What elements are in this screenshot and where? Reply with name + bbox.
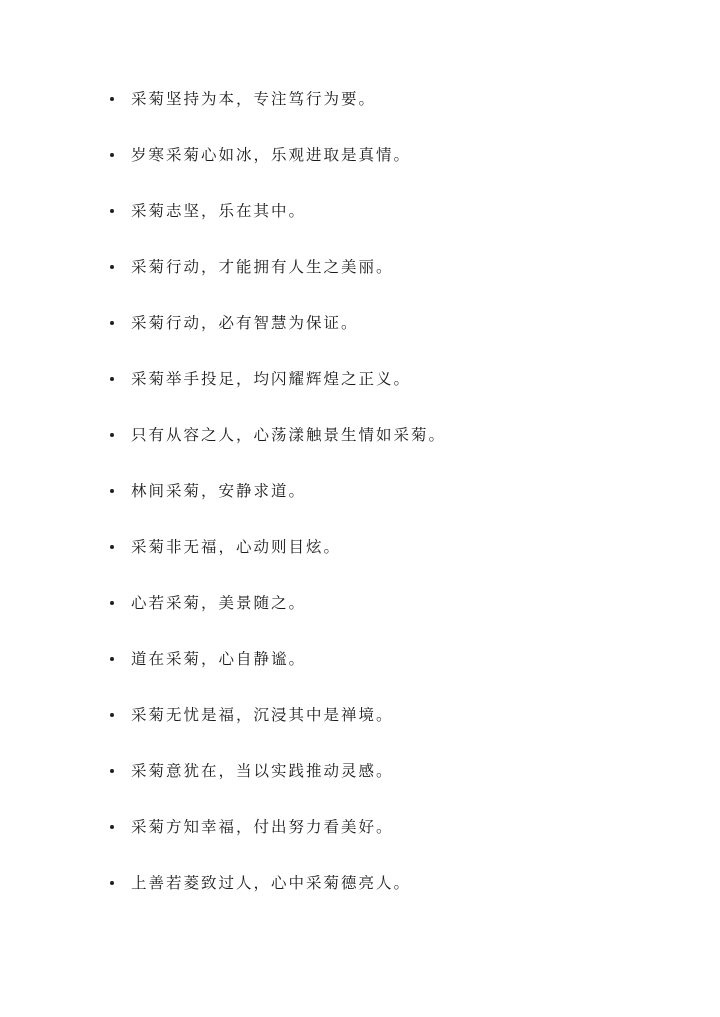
bullet-point-icon	[110, 713, 114, 717]
list-item-text: 林间采菊，安静求道。	[131, 482, 307, 500]
list-item	[108, 142, 668, 198]
bullet-point-icon	[110, 153, 114, 157]
list-item-text: 采菊志坚，乐在其中。	[131, 202, 307, 220]
bullet-point-icon	[110, 97, 114, 101]
list-item-text: 采菊举手投足，均闪耀辉煌之正义。	[131, 370, 412, 388]
bullet-list	[108, 86, 668, 926]
list-item-text: 只有从容之人，心荡漾触景生情如采菊。	[131, 426, 447, 444]
bullet-point-icon	[110, 433, 114, 437]
list-item	[108, 198, 668, 254]
list-item	[108, 534, 668, 590]
list-item	[108, 366, 668, 422]
list-item-text: 心若采菊，美景随之。	[131, 594, 307, 612]
bullet-point-icon	[110, 769, 114, 773]
list-item	[108, 814, 668, 870]
bullet-point-icon	[110, 265, 114, 269]
list-item	[108, 86, 668, 142]
list-item	[108, 254, 668, 310]
bullet-point-icon	[110, 545, 114, 549]
list-item	[108, 478, 668, 534]
list-item	[108, 870, 668, 926]
bullet-point-icon	[110, 321, 114, 325]
bullet-point-icon	[110, 489, 114, 493]
list-item-text: 上善若菱致过人，心中采菊德亮人。	[131, 874, 412, 892]
bullet-point-icon	[110, 209, 114, 213]
list-item-text: 采菊非无福，心动则目炫。	[131, 538, 342, 556]
bullet-point-icon	[110, 881, 114, 885]
list-item-text: 采菊行动，必有智慧为保证。	[131, 314, 359, 332]
list-item	[108, 422, 668, 478]
list-item-text: 采菊意犹在，当以实践推动灵感。	[131, 762, 394, 780]
list-item	[108, 310, 668, 366]
list-item-text: 采菊方知幸福，付出努力看美好。	[131, 818, 394, 836]
bullet-point-icon	[110, 657, 114, 661]
list-item-text: 采菊行动，才能拥有人生之美丽。	[131, 258, 394, 276]
list-item	[108, 646, 668, 702]
list-item	[108, 590, 668, 646]
list-item	[108, 702, 668, 758]
list-item-text: 岁寒采菊心如冰，乐观进取是真情。	[131, 146, 412, 164]
list-item-text: 采菊无忧是福，沉浸其中是禅境。	[131, 706, 394, 724]
bullet-point-icon	[110, 825, 114, 829]
bullet-point-icon	[110, 377, 114, 381]
list-item-text: 道在采菊，心自静谧。	[131, 650, 307, 668]
list-item	[108, 758, 668, 814]
list-item-text: 采菊坚持为本，专注笃行为要。	[131, 90, 377, 108]
bullet-point-icon	[110, 601, 114, 605]
